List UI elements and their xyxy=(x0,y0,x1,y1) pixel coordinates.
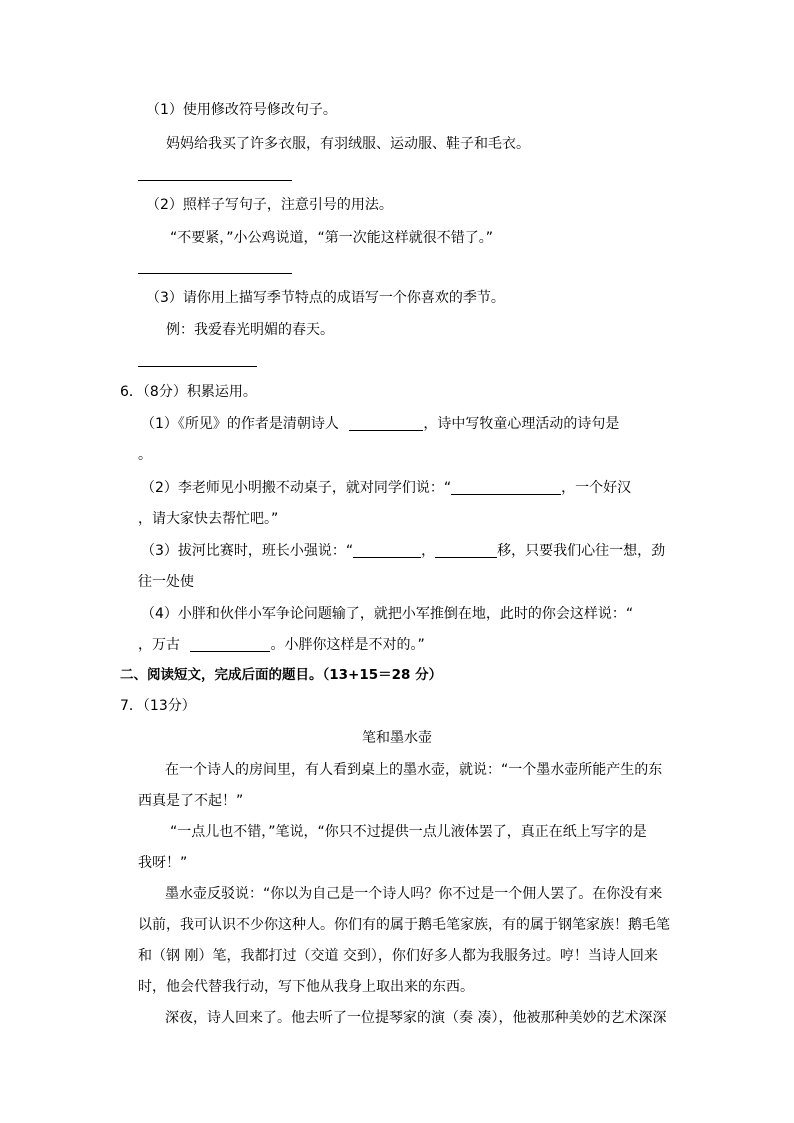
story-para2-line2: 我呀！” xyxy=(138,855,188,871)
q6-item1-blank[interactable] xyxy=(349,414,423,431)
q5-part1-sentence: 妈妈给我买了许多衣服，有羽绒服、运动服、鞋子和毛衣。 xyxy=(166,136,530,152)
q5-part1-prompt: （1）使用修改符号修改句子。 xyxy=(146,102,337,118)
q6-item3 xyxy=(141,541,665,561)
story-para3-line4: 时，他会代替我行动，写下他从我身上取出来的东西。 xyxy=(138,979,474,995)
q5-part1-answer-line[interactable] xyxy=(138,180,292,181)
q6-item3-text-b: ， xyxy=(421,543,436,559)
q6-item4-blank[interactable] xyxy=(190,635,270,652)
q6-item3-text-a: （3）拔河比赛时，班长小强说：“ xyxy=(141,543,354,559)
q6-item1 xyxy=(141,414,619,434)
story-para3-line1: 墨水壶反驳说：“你以为自己是一个诗人吗？你不过是一个佣人罢了。在你没有来 xyxy=(165,886,663,902)
q6-item3-end: 往一处使 xyxy=(138,574,194,590)
story-para1-line1: 在一个诗人的房间里，有人看到桌上的墨水壶，就说：“一个墨水壶所能产生的东 xyxy=(165,762,663,778)
q6-item2-text-b: ，一个好汉 xyxy=(561,480,632,496)
story-para1-line2: 西真是了不起！” xyxy=(138,793,244,809)
q5-part3-answer-line[interactable] xyxy=(138,366,257,367)
q6-title: 6．（8分）积累运用。 xyxy=(120,384,257,400)
q6-item4-text-c: 。小胖你这样是不对的。” xyxy=(270,637,425,653)
q5-part2-sentence: “不要紧，”小公鸡说道，“第一次能这样就很不错了。” xyxy=(170,230,494,246)
q6-item1-text-a: （1）《所见》的作者是清朝诗人 xyxy=(141,416,339,432)
section2-heading: 二、阅读短文，完成后面的题目。（13+15＝28 分） xyxy=(120,667,443,683)
q6-item4: （4）小胖和伙伴小军争论问题输了，就把小军推倒在地，此时的你会这样说：“ xyxy=(141,606,634,622)
q7-title: 7．（13分） xyxy=(120,698,196,714)
story-para3-line3: 和（钢 刚）笔，我都打过（交道 交到），你们好多人都为我服务过。哼！当诗人回来 xyxy=(138,948,658,964)
q5-part3-prompt: （3）请你用上描写季节特点的成语写一个你喜欢的季节。 xyxy=(146,290,505,306)
q5-part2-answer-line[interactable] xyxy=(138,273,292,274)
q6-item1-text-b: ，诗中写牧童心理活动的诗句是 xyxy=(423,416,620,432)
q6-item3-text-c: 移，只要我们心往一想，劲 xyxy=(497,543,666,559)
q6-item4-text-b: ，万古 xyxy=(138,637,180,653)
q6-item2-end: ，请大家快去帮忙吧。” xyxy=(138,511,279,527)
q5-part2-prompt: （2）照样子写句子，注意引号的用法。 xyxy=(146,197,393,213)
q6-item2-blank[interactable] xyxy=(451,478,561,495)
q6-item2-text-a: （2）李老师见小明搬不动桌子，就对同学们说：“ xyxy=(141,480,452,496)
story-para2-line1: “一点儿也不错，”笔说，“你只不过提供一点儿液体罢了，真正在纸上写字的是 xyxy=(170,824,647,840)
q6-item1-end: 。 xyxy=(138,447,152,463)
story-para3-line2: 以前，我可认识不少你这种人。你们有的属于鹅毛笔家族，有的属于钢笔家族！鹅毛笔 xyxy=(138,917,670,933)
q5-part3-example: 例：我爱春光明媚的春天。 xyxy=(166,322,334,338)
q6-item2 xyxy=(141,478,631,498)
story-title: 笔和墨水壶 xyxy=(362,730,432,746)
q6-item4-cont xyxy=(138,635,425,655)
q6-item3-blank2[interactable] xyxy=(435,541,497,558)
q6-item3-blank1[interactable] xyxy=(353,541,421,558)
story-para4-line1: 深夜，诗人回来了。他去听了一位提琴家的演（奏 凑），他被那种美妙的艺术深深 xyxy=(165,1010,667,1026)
